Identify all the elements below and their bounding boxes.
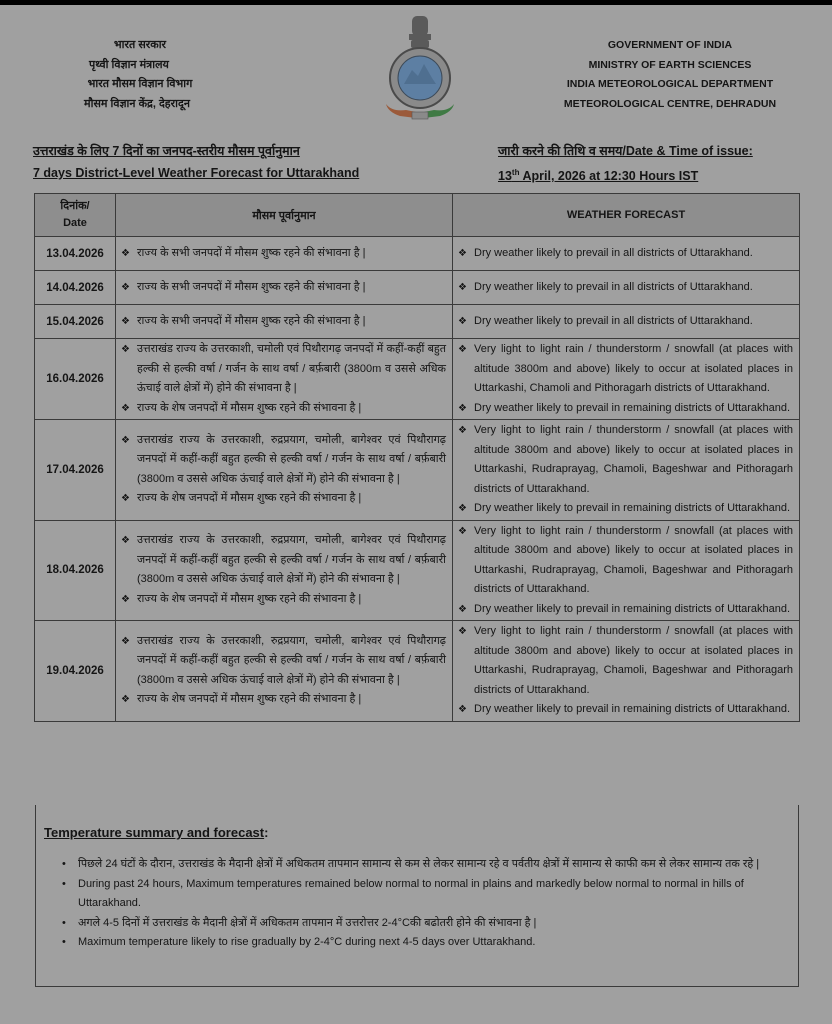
date-header-hindi: दिनांक/ [60, 200, 90, 212]
header-english-line: GOVERNMENT OF INDIA [607, 39, 733, 51]
bullet-icon: ❖ [458, 425, 467, 436]
hindi-forecast-cell [116, 305, 453, 339]
header-hindi-line: भारत सरकार [113, 39, 167, 51]
bullet-icon: ❖ [121, 493, 130, 505]
summary-text: During past 24 hours, Maximum temperatures remained below normal to normal in plains and markedly below normal to normal in hills of Uttarakhand. [78, 877, 744, 909]
bullet-icon: ❖ [121, 434, 130, 446]
hindi-forecast-cell [116, 339, 453, 420]
bullet-icon: ❖ [121, 535, 130, 547]
forecast-point [458, 700, 793, 720]
english-forecast-cell [453, 271, 800, 305]
issue-day-suffix: th [511, 168, 520, 177]
issue-rest: April, 2026 at 12:30 Hours IST [519, 169, 699, 184]
bullet-icon: • [62, 858, 66, 870]
table-row [35, 271, 800, 305]
header-english [560, 36, 780, 114]
bullet-icon: ❖ [458, 503, 467, 514]
forecast-text: उत्तराखंड राज्य के उत्तरकाशी, रुद्रप्रयाग, चमोली, बागेश्वर एवं पिथौरागढ़ जनपदों में कहीं-कहीं बहुत हल्की से हल्की वर्षा / गर्जन के साथ वर्षा / बर्फ़बारी (3800m व उससे अधिक ऊंचाई वाले क्षेत्रों में) होने की संभावना है | [137, 534, 446, 586]
table-header-row [35, 194, 800, 237]
bullet-icon: ❖ [121, 635, 130, 647]
forecast-point [121, 590, 446, 610]
temperature-summary [35, 805, 799, 987]
english-forecast-header: WEATHER FORECAST [453, 194, 800, 237]
hindi-forecast-cell [116, 621, 453, 722]
bullet-icon: ❖ [121, 694, 130, 706]
forecast-point [458, 622, 793, 700]
forecast-date: 17.04.2026 [35, 420, 116, 521]
table-row [35, 621, 800, 722]
issue-day: 13 [498, 169, 512, 184]
hindi-forecast-cell [116, 271, 453, 305]
forecast-date: 15.04.2026 [35, 305, 116, 339]
date-column-header [35, 194, 116, 237]
bullet-icon: • [62, 877, 66, 890]
bullet-icon: ❖ [458, 626, 467, 637]
header-english-line: MINISTRY OF EARTH SCIENCES [588, 58, 752, 71]
forecast-point [458, 399, 793, 419]
bullet-icon: ❖ [121, 344, 130, 355]
table-row [35, 237, 800, 271]
header-hindi-line: भारत मौसम विज्ञान विभाग [87, 78, 193, 90]
bullet-icon: ❖ [121, 315, 130, 327]
summary-title-text: Temperature summary and forecast [44, 825, 265, 840]
forecast-date: 19.04.2026 [35, 621, 116, 722]
english-forecast-cell [453, 621, 800, 722]
forecast-text: Dry weather likely to prevail in remaining districts of Uttarakhand. [474, 602, 791, 615]
bullet-icon: ❖ [121, 281, 130, 293]
forecast-point [458, 600, 793, 620]
header-english-line: METEOROLOGICAL CENTRE, DEHRADUN [563, 97, 777, 110]
forecast-text: राज्य के शेष जनपदों में मौसम शुष्क रहने की संभावना है | [137, 492, 362, 505]
forecast-date: 18.04.2026 [35, 520, 116, 621]
header-hindi [40, 36, 240, 114]
table-row [35, 339, 800, 420]
bullet-icon: ❖ [458, 603, 467, 615]
forecast-table [34, 193, 800, 722]
forecast-point [121, 690, 446, 710]
bullet-icon: ❖ [458, 281, 467, 293]
imd-emblem-icon [376, 12, 464, 124]
forecast-text: Dry weather likely to prevail in all districts of Uttarakhand. [474, 314, 753, 327]
summary-item [62, 875, 788, 914]
summary-text: Maximum temperature likely to rise gradually by 2-4°C during next 4-5 days over Uttarakhand. [78, 936, 536, 948]
bullet-icon: ❖ [121, 402, 130, 414]
bullet-icon: ❖ [121, 593, 130, 605]
header-hindi-line: पृथ्वी विज्ञान मंत्रालय [89, 58, 169, 71]
english-forecast-cell [453, 237, 800, 271]
bullet-icon: ❖ [458, 344, 467, 355]
forecast-date: 16.04.2026 [35, 339, 116, 420]
summary-list [62, 855, 788, 953]
bullet-icon: ❖ [121, 247, 130, 259]
table-row [35, 520, 800, 621]
forecast-point [458, 278, 793, 298]
forecast-point [121, 632, 446, 691]
bullet-icon: • [62, 936, 66, 948]
forecast-text: Dry weather likely to prevail in remaining districts of Uttarakhand. [474, 502, 791, 514]
header-english-line: INDIA METEOROLOGICAL DEPARTMENT [566, 78, 774, 90]
forecast-text: Very light to light rain / thunderstorm / snowfall (at places with altitude 3800m and above) likely to occur at isolated places in Uttarkashi, Chamoli and Pithoragarh districts of Uttarakhand. [474, 343, 793, 394]
summary-title [44, 825, 268, 840]
issue-label: जारी करने की तिथि व समय/Date & Time of issue: [498, 144, 753, 158]
forecast-text: Dry weather likely to prevail in all districts of Uttarakhand. [474, 246, 753, 259]
bullet-icon: • [62, 916, 66, 929]
issue-info [498, 140, 753, 187]
forecast-point [458, 312, 793, 332]
forecast-point [121, 531, 446, 590]
english-forecast-cell [453, 520, 800, 621]
forecast-point [121, 489, 446, 509]
forecast-point [121, 278, 446, 298]
table-row [35, 305, 800, 339]
english-forecast-cell [453, 339, 800, 420]
english-forecast-cell [453, 420, 800, 521]
forecast-text: राज्य के सभी जनपदों में मौसम शुष्क रहने की संभावना है | [137, 246, 366, 259]
summary-item [62, 855, 788, 875]
forecast-date: 13.04.2026 [35, 237, 116, 271]
forecast-point [458, 499, 793, 519]
forecast-title-english: 7 days District-Level Weather Forecast for Uttarakhand [33, 166, 360, 180]
bullet-icon: ❖ [458, 315, 467, 327]
forecast-text: राज्य के शेष जनपदों में मौसम शुष्क रहने की संभावना है | [137, 401, 362, 414]
forecast-text: Very light to light rain / thunderstorm / snowfall (at places with altitude 3800m and above) likely to occur at isolated places in Uttarkashi, Rudraprayag, Chamoli, Bageshwar and Pithoragarh districts of Uttarakhand. [474, 524, 793, 595]
english-forecast-cell [453, 305, 800, 339]
forecast-text: Dry weather likely to prevail in remaining districts of Uttarakhand. [474, 401, 791, 414]
hindi-forecast-cell [116, 420, 453, 521]
summary-item [62, 933, 788, 953]
forecast-text: राज्य के सभी जनपदों में मौसम शुष्क रहने की संभावना है | [137, 314, 366, 327]
forecast-point [458, 244, 793, 264]
forecast-text: Dry weather likely to prevail in all districts of Uttarakhand. [474, 280, 753, 293]
bullet-icon: ❖ [458, 525, 467, 537]
hindi-forecast-header: मौसम पूर्वानुमान [116, 194, 453, 237]
forecast-point [121, 312, 446, 332]
issue-datetime [498, 162, 753, 187]
table-row [35, 420, 800, 521]
forecast-date: 14.04.2026 [35, 271, 116, 305]
forecast-text: उत्तराखंड राज्य के उत्तरकाशी, चमोली एवं पिथौरागढ़ जनपदों में कहीं-कहीं बहुत हल्की से हल्की वर्षा / गर्जन के साथ वर्षा / बर्फ़बारी (3800m व उससे अधिक ऊंचाई वाले क्षेत्रों में) होने की संभावना है | [137, 343, 446, 394]
bullet-icon: ❖ [458, 402, 467, 414]
forecast-point [458, 522, 793, 600]
header-hindi-line: मौसम विज्ञान केंद्र, देहरादून [84, 97, 190, 110]
forecast-text: Very light to light rain / thunderstorm / snowfall (at places with altitude 3800m and above) likely to occur at isolated places in Uttarkashi, Rudraprayag, Chamoli, Bageshwar and Pithoragarh districts of Uttarakhand. [474, 625, 793, 696]
forecast-point [458, 421, 793, 499]
forecast-text: Dry weather likely to prevail in remaining districts of Uttarakhand. [474, 703, 791, 715]
forecast-title-hindi: उत्तराखंड के लिए 7 दिनों का जनपद-स्तरीय मौसम पूर्वानुमान [33, 144, 300, 158]
bullet-icon: ❖ [458, 704, 467, 715]
forecast-text: राज्य के शेष जनपदों में मौसम शुष्क रहने की संभावना है | [137, 592, 362, 605]
top-bar [0, 0, 832, 5]
bullet-icon: ❖ [458, 247, 467, 259]
forecast-text: उत्तराखंड राज्य के उत्तरकाशी, रुद्रप्रयाग, चमोली, बागेश्वर एवं पिथौरागढ़ जनपदों में कहीं-कहीं बहुत हल्की से हल्की वर्षा / गर्जन के साथ वर्षा / बर्फ़बारी (3800m व उससे अधिक ऊंचाई वाले क्षेत्रों में) होने की संभावना है | [137, 634, 446, 686]
hindi-forecast-cell [116, 237, 453, 271]
date-header-english: Date [63, 217, 87, 229]
summary-text: अगले 4-5 दिनों में उत्तराखंड के मैदानी क्षेत्रों में अधिकतम तापमान में उत्तरोत्तर 2-4°Cकी बढोतरी होने की संभावना है | [78, 916, 537, 929]
forecast-title [33, 140, 359, 184]
summary-title-colon: : [264, 825, 269, 840]
forecast-point [121, 340, 446, 399]
forecast-text: राज्य के शेष जनपदों में मौसम शुष्क रहने की संभावना है | [137, 693, 362, 706]
forecast-point [121, 431, 446, 490]
hindi-forecast-cell [116, 520, 453, 621]
forecast-text: उत्तराखंड राज्य के उत्तरकाशी, रुद्रप्रयाग, चमोली, बागेश्वर एवं पिथौरागढ़ जनपदों में कहीं-कहीं बहुत हल्की से हल्की वर्षा / गर्जन के साथ वर्षा / बर्फ़बारी (3800m व उससे अधिक ऊंचाई वाले क्षेत्रों में) होने की संभावना है | [137, 433, 446, 485]
summary-text: पिछले 24 घंटों के दौरान, उत्तराखंड के मैदानी क्षेत्रों में अधिकतम तापमान सामान्य से कम से लेकर सामान्य रहे व पर्वतीय क्षेत्रों में सामान्य से काफी कम से लेकर सामान्य तक रहे | [78, 858, 760, 870]
forecast-point [458, 340, 793, 399]
summary-item [62, 914, 788, 934]
forecast-point [121, 399, 446, 419]
forecast-point [121, 244, 446, 264]
forecast-text: Very light to light rain / thunderstorm / snowfall (at places with altitude 3800m and above) likely to occur at isolated places in Uttarkashi, Rudraprayag, Chamoli, Bageshwar and Pithoragarh districts of Uttarakhand. [474, 424, 793, 495]
forecast-text: राज्य के सभी जनपदों में मौसम शुष्क रहने की संभावना है | [137, 280, 366, 293]
